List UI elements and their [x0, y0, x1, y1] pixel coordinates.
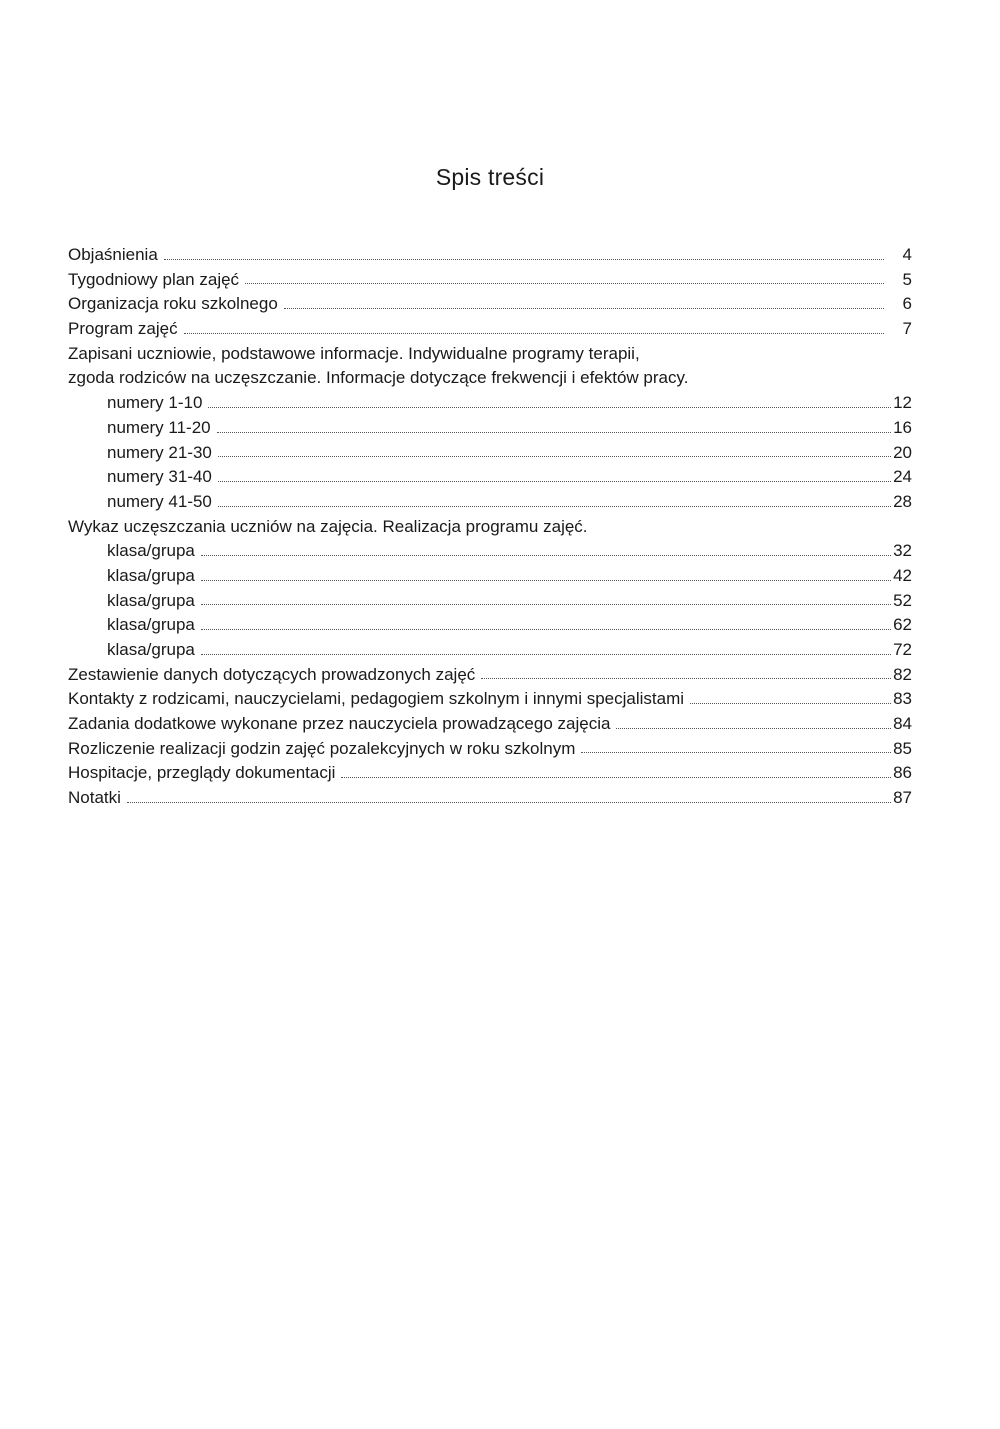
toc-entry-label: numery 31-40 [107, 467, 212, 487]
toc-entry-label: Hospitacje, przeglądy dokumentacji [68, 763, 336, 783]
toc-entry-zestawienie-danych[interactable] [68, 663, 912, 688]
toc-page-number: 5 [902, 269, 912, 289]
page-title: Spis treści [435, 164, 545, 190]
toc-page-number: 52 [893, 590, 912, 610]
toc-page-number: 72 [893, 640, 912, 659]
toc-page-number: 87 [893, 788, 912, 808]
toc-entry-label: Objaśnienia [68, 245, 158, 264]
toc-entry-program-zajec[interactable] [68, 317, 912, 342]
dot-leader [284, 307, 884, 309]
toc-entry-label: Notatki [68, 788, 121, 808]
toc-subentry-numery-1-10[interactable] [68, 391, 912, 416]
toc-page-number: 7 [902, 319, 912, 339]
dot-leader [208, 406, 891, 408]
toc-page-number: 28 [893, 491, 912, 511]
dot-leader [616, 727, 891, 729]
dot-leader [245, 282, 884, 284]
dot-leader [164, 258, 884, 260]
toc-subentry-klasa-grupa-2[interactable] [68, 564, 912, 589]
dot-leader [218, 480, 891, 482]
dot-leader [201, 628, 891, 630]
toc-page-number: 20 [893, 442, 912, 462]
toc-page-number: 42 [893, 565, 912, 585]
toc-entry-label: klasa/grupa [107, 565, 195, 585]
toc-section-heading: Zapisani uczniowie, podstawowe informacje. Indywidualne programy terapii, [68, 343, 640, 363]
toc-subentry-klasa-grupa-5[interactable] [68, 638, 912, 663]
toc-subentry-klasa-grupa-1[interactable] [68, 539, 912, 564]
toc-entry-hospitacje[interactable] [68, 761, 912, 786]
dot-leader [218, 505, 891, 507]
toc-entry-label: klasa/grupa [107, 541, 195, 561]
toc-entry-label: Rozliczenie realizacji godzin zajęć pozalekcyjnych w roku szkolnym [68, 738, 576, 758]
toc-entry-label: Zadania dodatkowe wykonane przez nauczyciela prowadzącego zajęcia [68, 714, 611, 734]
dot-leader [341, 776, 891, 778]
toc-section-heading: Wykaz uczęszczania uczniów na zajęcia. Realizacja programu zajęć. [68, 516, 588, 536]
toc-page-number: 83 [893, 689, 912, 709]
toc-entry-organizacja-roku[interactable] [68, 292, 912, 317]
dot-leader [201, 554, 891, 556]
toc-page-number: 32 [893, 541, 912, 561]
toc-entry-label: klasa/grupa [107, 640, 195, 659]
toc-entry-rozliczenie[interactable] [68, 737, 912, 762]
dot-leader [201, 579, 891, 581]
toc-entry-label: numery 11-20 [107, 417, 211, 437]
toc-page-number: 62 [893, 615, 912, 635]
toc-subentry-klasa-grupa-4[interactable] [68, 613, 912, 638]
toc-page-number: 6 [902, 294, 912, 314]
toc-page-number: 86 [893, 763, 912, 783]
toc-entry-label: Zestawienie danych dotyczących prowadzonych zajęć [68, 664, 476, 684]
toc-page-number: 82 [893, 664, 912, 684]
dot-leader [201, 653, 891, 655]
toc-entry-notatki[interactable] [68, 786, 912, 811]
toc-subentry-numery-41-50[interactable] [68, 490, 912, 515]
toc-entry-label: klasa/grupa [107, 590, 195, 610]
toc-entry-label: Kontakty z rodzicami, nauczycielami, pedagogiem szkolnym i innymi specjalistami [68, 689, 685, 709]
dot-leader [581, 751, 891, 753]
dot-leader [690, 702, 891, 704]
toc-subentry-klasa-grupa-3[interactable] [68, 589, 912, 614]
toc-page-number: 85 [893, 738, 912, 758]
toc-entry-label: Organizacja roku szkolnego [68, 294, 278, 314]
toc-section-heading-continued: zgoda rodziców na uczęszczanie. Informacje dotyczące frekwencji i efektów pracy. [68, 368, 689, 388]
toc-entry-kontakty[interactable] [68, 687, 912, 712]
table-of-contents [68, 243, 912, 811]
dot-leader [481, 677, 891, 679]
toc-subentry-numery-31-40[interactable] [68, 465, 912, 490]
toc-subentry-numery-11-20[interactable] [68, 416, 912, 441]
dot-leader [201, 603, 891, 605]
toc-entry-zadania-dodatkowe[interactable] [68, 712, 912, 737]
toc-entry-label: numery 41-50 [107, 491, 212, 511]
toc-page-number: 12 [893, 393, 912, 413]
dot-leader [218, 455, 891, 457]
toc-subentry-numery-21-30[interactable] [68, 441, 912, 466]
toc-entry-objasnienia[interactable] [68, 243, 912, 268]
dot-leader [217, 431, 891, 433]
toc-entry-label: numery 21-30 [107, 442, 212, 462]
toc-entry-tygodniowy-plan[interactable] [68, 268, 912, 293]
toc-page-number: 4 [902, 245, 912, 264]
toc-page-number: 16 [893, 417, 912, 437]
dot-leader [127, 801, 891, 803]
toc-entry-label: klasa/grupa [107, 615, 195, 635]
toc-page-number: 84 [893, 714, 912, 734]
toc-entry-label: numery 1-10 [107, 393, 203, 413]
toc-entry-label: Tygodniowy plan zajęć [68, 269, 240, 289]
toc-entry-label: Program zajęć [68, 319, 178, 339]
dot-leader [184, 332, 884, 334]
toc-page-number: 24 [893, 467, 912, 487]
